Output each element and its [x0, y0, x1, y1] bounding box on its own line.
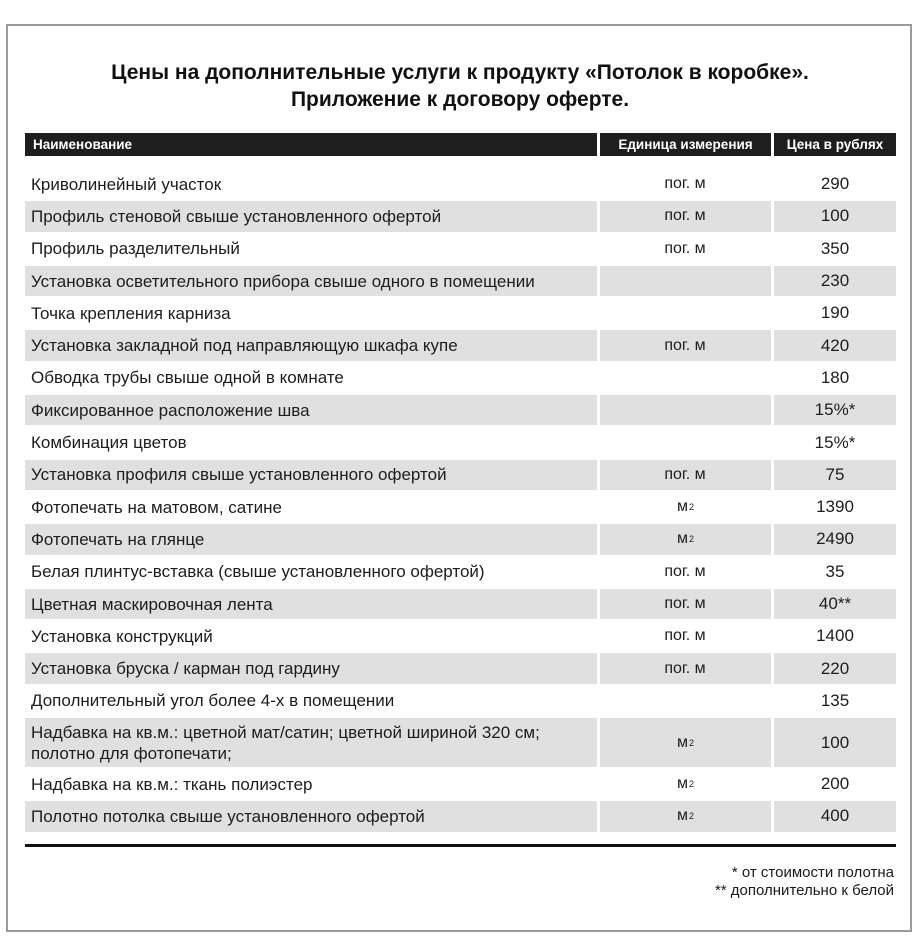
table-row: [25, 768, 896, 800]
price-cell: 1390: [816, 497, 854, 517]
price-cell: 290: [820, 174, 850, 194]
unit-cell: [600, 427, 771, 457]
service-name: Установка осветительного прибора свыше одного в помещении: [25, 266, 597, 296]
table-row: [25, 459, 896, 491]
unit-cell: [600, 492, 771, 522]
price-cell: 200: [820, 774, 850, 794]
unit-text: пог. м: [664, 239, 706, 257]
price-cell: 35: [825, 561, 845, 581]
unit-cell: [600, 653, 771, 683]
service-name: Полотно потолка свыше установленного офертой: [25, 801, 597, 831]
table-row: [25, 620, 896, 652]
price-cell: 230: [774, 266, 896, 296]
unit-cell: [600, 769, 771, 799]
table-row: [25, 426, 896, 458]
service-name: Точка крепления карниза: [31, 303, 231, 323]
unit-exponent: 2: [688, 534, 694, 545]
unit-cell: [600, 266, 771, 296]
table-row: [25, 362, 896, 394]
service-name: Фиксированное расположение шва: [25, 395, 597, 425]
price-cell: 75: [774, 460, 896, 490]
unit-text: м: [676, 807, 688, 825]
service-name: Дополнительный угол более 4-х в помещении: [31, 691, 395, 711]
price-cell: 100: [774, 201, 896, 231]
service-name: Установка бруска / карман под гардину: [25, 653, 597, 683]
price-cell: 190: [820, 303, 850, 323]
price-cell: 135: [820, 690, 850, 710]
unit-text: пог. м: [664, 562, 706, 580]
service-name: Обводка трубы свыше одной в комнате: [31, 368, 344, 388]
unit-cell: [600, 718, 771, 767]
table-row: [25, 394, 896, 426]
table-row: [25, 717, 896, 768]
service-name: Комбинация цветов: [31, 433, 187, 453]
service-name: Установка закладной под направляющую шкафа купе: [25, 330, 597, 360]
footnote-single-asterisk: * от стоимости полотна: [731, 864, 894, 881]
unit-text: пог. м: [664, 659, 706, 677]
unit-cell: [600, 460, 771, 490]
unit-cell: [600, 557, 771, 587]
table-row: [25, 800, 896, 832]
page-title: Цены на дополнительные услуги к продукту «Потолок в коробке».: [111, 61, 809, 84]
table-bottom-rule: [25, 844, 896, 847]
price-cell: 1400: [816, 626, 854, 646]
table-row: [25, 523, 896, 555]
service-name: Профиль стеновой свыше установленного офертой: [25, 201, 597, 231]
service-name: Установка профиля свыше установленного офертой: [25, 460, 597, 490]
unit-text: м: [676, 530, 688, 548]
table-row: [25, 588, 896, 620]
unit-exponent: 2: [688, 779, 694, 790]
unit-text: пог. м: [664, 175, 706, 193]
unit-cell: [600, 201, 771, 231]
column-header-name: Наименование: [25, 133, 597, 156]
price-cell: 15%*: [814, 432, 856, 452]
unit-cell: [600, 169, 771, 199]
price-cell: 100: [774, 718, 896, 767]
unit-exponent: 2: [688, 811, 694, 822]
service-name: Надбавка на кв.м.: цветной мат/сатин; цветной шириной 320 см; полотно для фотопечати;: [25, 718, 597, 767]
unit-cell: [600, 330, 771, 360]
unit-exponent: 2: [688, 737, 694, 748]
table-row: [25, 556, 896, 588]
unit-cell: [600, 589, 771, 619]
price-cell: 15%*: [774, 395, 896, 425]
table-row: [25, 685, 896, 717]
unit-cell: [600, 801, 771, 831]
table-row: [25, 265, 896, 297]
service-name: Установка конструкций: [31, 626, 213, 646]
unit-text: пог. м: [664, 595, 706, 612]
table-row: [25, 297, 896, 329]
unit-text: пог. м: [664, 465, 706, 483]
unit-text: м: [676, 733, 688, 751]
table-row: [25, 491, 896, 523]
unit-text: м: [676, 775, 688, 793]
table-row: [25, 329, 896, 361]
table-row: [25, 168, 896, 200]
service-name: Цветная маскировочная лента: [25, 589, 597, 619]
unit-text: пог. м: [664, 336, 706, 354]
unit-cell: [600, 621, 771, 651]
service-name: Фотопечать на глянце: [25, 524, 597, 554]
page-subtitle: Приложение к договору оферте.: [290, 88, 630, 111]
service-name: Фотопечать на матовом, сатине: [31, 497, 282, 517]
price-cell: 40**: [774, 589, 896, 619]
footnote-double-asterisk: ** дополнительно к белой: [714, 882, 894, 899]
unit-cell: [600, 363, 771, 393]
unit-text: м: [676, 498, 688, 516]
service-name: Криволинейный участок: [31, 174, 222, 194]
price-cell: 220: [774, 653, 896, 683]
unit-cell: [600, 524, 771, 554]
unit-cell: [600, 395, 771, 425]
price-cell: 2490: [774, 524, 896, 554]
table-row: [25, 652, 896, 684]
price-cell: 400: [774, 801, 896, 831]
table-row: [25, 200, 896, 232]
column-header-unit: Единица измерения: [600, 133, 771, 156]
price-cell: 350: [820, 238, 850, 258]
column-header-price: Цена в рублях: [774, 133, 896, 156]
service-name: Надбавка на кв.м.: ткань полиэстер: [31, 774, 313, 794]
service-name: Белая плинтус-вставка (свыше установленного офертой): [31, 562, 485, 582]
price-cell: 180: [820, 367, 850, 387]
unit-text: пог. м: [664, 627, 706, 645]
unit-cell: [600, 686, 771, 716]
unit-cell: [600, 298, 771, 328]
unit-cell: [600, 234, 771, 264]
price-cell: 420: [774, 330, 896, 360]
price-table: [25, 168, 896, 833]
service-name: Профиль разделительный: [31, 239, 240, 259]
unit-text: пог. м: [664, 207, 706, 225]
unit-exponent: 2: [688, 502, 694, 513]
table-row: [25, 233, 896, 265]
